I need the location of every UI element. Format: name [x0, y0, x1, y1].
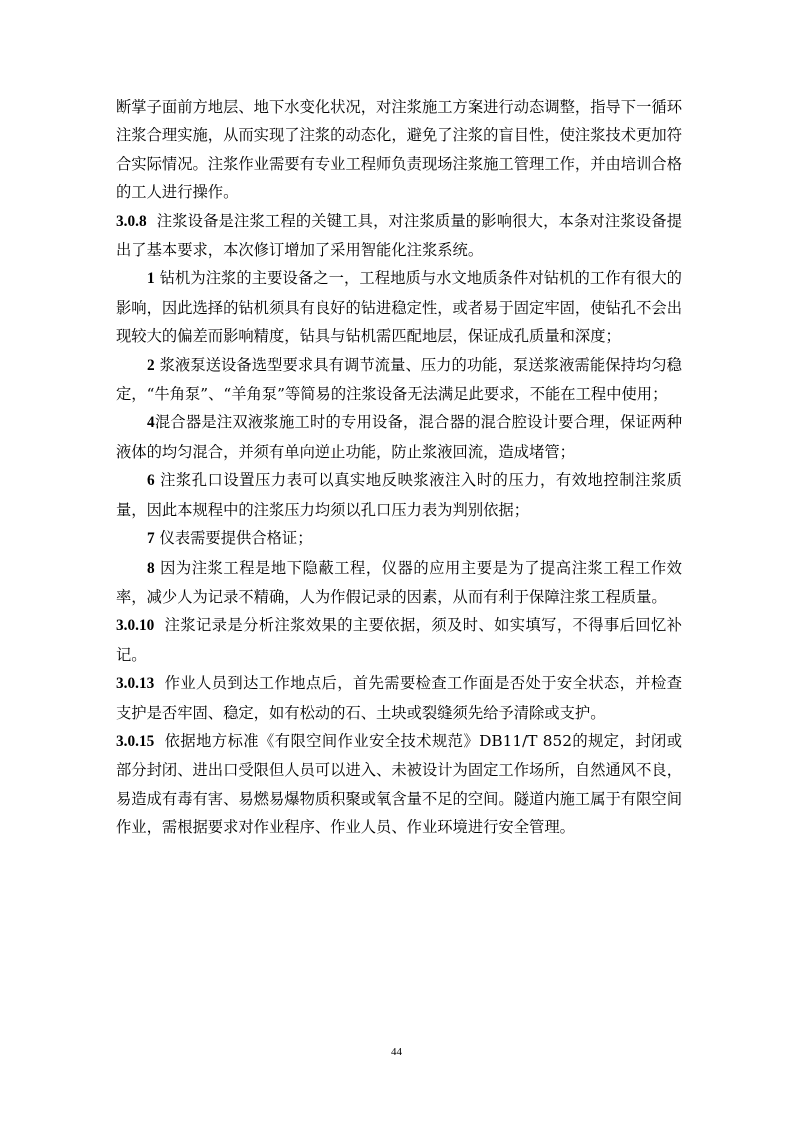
clause-text: 注浆设备是注浆工程的关键工具，对注浆质量的影响很大，本条对注浆设备提出了基本要求，本次修订增加了采用智能化注浆系统。: [116, 211, 682, 260]
clause-3-0-13: [116, 669, 682, 727]
item-number: 4: [147, 414, 155, 432]
clause-number: 3.0.15: [116, 732, 155, 750]
list-item: [116, 524, 682, 553]
clause-text: 注浆记录是分析注浆效果的主要依据，须及时、如实填写，不得事后回忆补记。: [116, 616, 682, 664]
clause-3-0-10: [116, 611, 682, 669]
list-item: [116, 408, 682, 466]
item-text: 注浆孔口设置压力表可以真实地反映浆液注入时的压力，有效地控制注浆质量，因此本规程中的注浆压力均须以孔口压力表为判别依据；: [116, 471, 682, 519]
item-text: 混合器是注双液浆施工时的专用设备，混合器的混合腔设计要合理，保证两种液体的均匀混合，并须有单向逆止功能，防止浆液回流，造成堵管；: [116, 413, 682, 461]
clause-number: 3.0.8: [116, 212, 147, 230]
list-item: [116, 264, 682, 350]
item-number: 6: [147, 472, 155, 490]
list-item: [116, 466, 682, 524]
list-item: [116, 351, 682, 409]
clause-text: 依据地方标准《有限空间作业安全技术规范》DB11/T 852的规定，封闭或部分封闭、进出口受限但人员可以进入、未被设计为固定工作场所，自然通风不良，易造成有毒有害、易燃易爆物质积聚或氧含量不足的空间。隧道内施工属于有限空间作业，需根据要求对作业程序、作业人员、作业环境进行安全管理。: [116, 731, 682, 837]
clause-number: 3.0.10: [116, 617, 155, 635]
list-item: [116, 554, 682, 612]
item-text: 因为注浆工程是地下隐蔽工程，仪器的应用主要是为了提高注浆工程工作效率，减少人为记录不精确，人为作假记录的因素，从而有利于保障注浆工程质量。: [116, 558, 682, 606]
clause-text: 作业人员到达工作地点后，首先需要检查工作面是否处于安全状态，并检查支护是否牢固、稳定，如有松动的石、土块或裂缝须先给予清除或支护。: [116, 674, 682, 722]
item-number: 2: [147, 356, 155, 374]
item-text: 仪表需要提供合格证；: [159, 529, 313, 548]
clause-3-0-15: [116, 727, 682, 842]
item-number: 7: [147, 530, 155, 548]
page-number: 44: [391, 1046, 402, 1058]
item-text: 钻机为注浆的主要设备之一，工程地质与水文地质条件对钻机的工作有很大的影响，因此选择的钻机须具有良好的钻进稳定性，或者易于固定牢固，使钻孔不会出现较大的偏差而影响精度，钻具与钻机需匹配地层，保证成孔质量和深度；: [116, 269, 682, 346]
item-number: 1: [147, 270, 155, 288]
clause-number: 3.0.13: [116, 675, 155, 693]
item-number: 8: [147, 559, 155, 577]
clause-3-0-8: [116, 207, 682, 265]
item-text: 浆液泵送设备选型要求具有调节流量、压力的功能，泵送浆液需能保持均匀稳定，“牛角泵”、“羊角泵”等简易的注浆设备无法满足此要求，不能在工程中使用；: [116, 355, 682, 404]
continued-paragraph: 断掌子面前方地层、地下水变化状况，对注浆施工方案进行动态调整，指导下一循环注浆合理实施，从而实现了注浆的动态化，避免了注浆的盲目性，使注浆技术更加符合实际情况。注浆作业需要有专业工程师负责现场注浆施工管理工作，并由培训合格的工人进行操作。: [116, 98, 682, 202]
page-body: [116, 93, 682, 842]
